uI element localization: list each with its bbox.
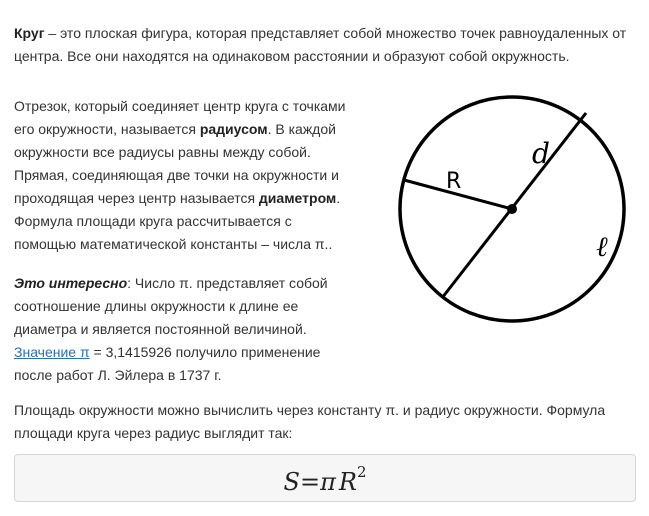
formula-box	[14, 454, 636, 502]
radius-label: R	[446, 169, 462, 194]
formula-eq: =	[299, 468, 321, 496]
radius-text-1: Отрезок, который соединяет центр круга с точками его окружности, называется	[14, 98, 346, 137]
term-diameter: диаметром	[258, 190, 337, 206]
interesting-label: Это интересно	[14, 275, 128, 291]
term-circle: Круг	[14, 25, 45, 41]
radius-text-2: . В каждой окружности все радиусы равны между собой. Прямая, соединяющая две точки на окружности и проходящая через центр называется	[14, 121, 339, 206]
formula-r: R	[338, 468, 357, 496]
interesting-paragraph	[14, 272, 354, 387]
pi-value-link[interactable]: Значение π	[14, 344, 90, 360]
intro-paragraph	[14, 22, 639, 68]
interesting-text-2: = 3,1415926 получило применение после работ Л. Эйлера в 1737 г.	[14, 344, 321, 383]
formula-pi: π	[320, 468, 336, 496]
radius-paragraph	[14, 95, 354, 256]
formula-s: S	[283, 468, 300, 496]
interesting-text-1: : Число π. представляет собой соотношение длины окружности к длине ее диаметра и является постоянной величиной.	[14, 275, 328, 337]
circumference-label: ℓ	[596, 230, 608, 263]
circle-svg	[395, 93, 645, 333]
radius-text-3: . Формула площади круга рассчитывается с помощью математической константы – числа π..	[14, 190, 341, 252]
term-radius: радиусом	[199, 121, 268, 137]
intro-text: – это плоская фигура, которая представляет собой множество точек равноудаленных от центра. Все они находятся на одинаковом расстоянии и образуют собой окружность.	[14, 25, 627, 64]
circle-diagram	[395, 93, 645, 333]
formula-exponent: 2	[356, 463, 367, 481]
area-text: Площадь окружности можно вычислить через константу π. и радиус окружности. Формула площади круга через радиус выглядит так:	[14, 402, 606, 441]
center-point	[507, 204, 517, 214]
area-paragraph	[14, 399, 639, 445]
diameter-label: d	[532, 137, 550, 170]
area-formula	[15, 463, 635, 496]
